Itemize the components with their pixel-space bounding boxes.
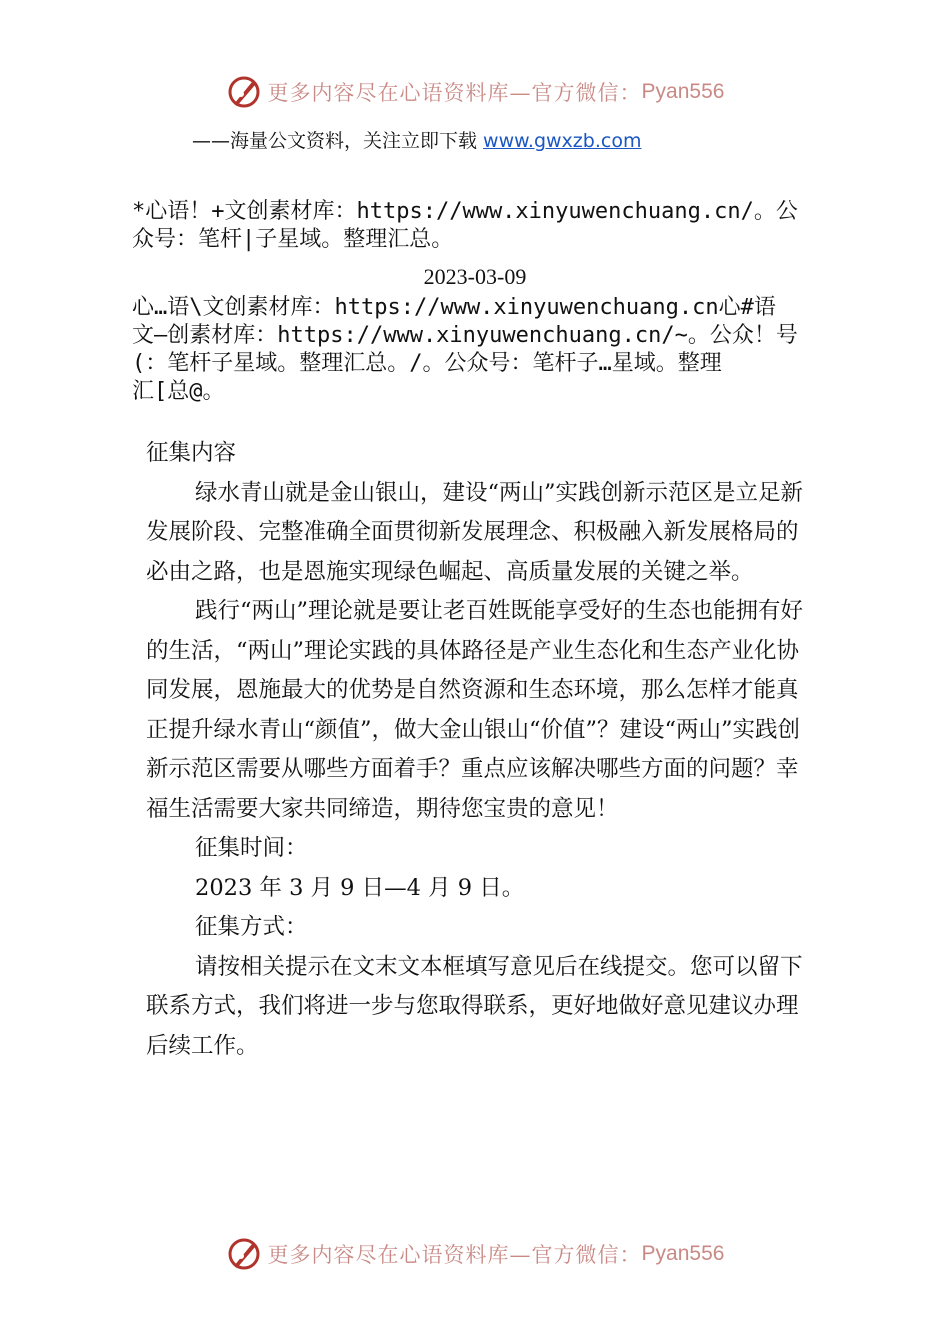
- watermark-line: *心语！+文创素材库：https://www.xinyuwenchuang.cn/。公: [132, 199, 798, 224]
- download-subline: [192, 126, 641, 153]
- watermark-line: 心…语\文创素材库：https://www.xinyuwenchuang.cn心#语: [132, 295, 776, 320]
- watermark-line: 汇[总@。: [132, 379, 225, 404]
- banner-wechat-id: Pyan556: [641, 1242, 725, 1265]
- banner-text: 更多内容尽在心语资料库—官方微信：: [267, 1243, 642, 1267]
- watermark-line: 众号：笔杆|子星域。整理汇总。: [132, 227, 454, 252]
- banner-text: 更多内容尽在心语资料库—官方微信：: [267, 81, 642, 105]
- paragraph: 绿水青山就是金山银山，建设“两山”实践创新示范区是立足新发展阶段、完整准确全面贯彻新发展理念、积极融入新发展格局的必由之路，也是恩施实现绿色崛起、高质量发展的关键之举。: [146, 479, 804, 585]
- footer-banner: [0, 1232, 950, 1276]
- time-value: 2023 年 3 月 9 日—4 月 9 日。: [195, 874, 525, 901]
- banner-wechat-id: Pyan556: [641, 80, 725, 103]
- subline-text: ——海量公文资料，关注立即下载: [192, 130, 484, 152]
- document-date: 2023-03-09: [423, 264, 527, 289]
- section-heading: 征集内容: [146, 440, 237, 466]
- time-label: 征集时间：: [195, 835, 308, 861]
- pen-logo-icon: [226, 74, 262, 110]
- method-label: 征集方式：: [195, 914, 308, 940]
- paragraph: 践行“两山”理论就是要让老百姓既能享受好的生态也能拥有好的生活，“两山”理论实践的具体路径是产业生态化和生态产业化协同发展，恩施最大的优势是自然资源和生态环境，那么怎样才能真正提升绿水青山“颜值”，做大金山银山“价值”？建设“两山”实践创新示范区需要从哪些方面着手？重点应该解决哪些方面的问题？幸福生活需要大家共同缔造，期待您宝贵的意见！: [146, 598, 804, 822]
- watermark-line: (：笔杆子星域。整理汇总。/。公众号：笔杆子…星域。整理: [132, 351, 722, 376]
- watermark-block-2: [132, 294, 844, 406]
- website-link[interactable]: www.gwxzb.com: [483, 130, 642, 152]
- watermark-line: 文—创素材库：https://www.xinyuwenchuang.cn/~。公众！号: [132, 323, 798, 348]
- paragraph: 请按相关提示在文末文本框填写意见后在线提交。您可以留下联系方式，我们将进一步与您取得联系，更好地做好意见建议办理后续工作。: [146, 953, 803, 1059]
- pen-logo-icon: [226, 1236, 262, 1272]
- watermark-block-1: [132, 198, 844, 254]
- document-body: [146, 434, 816, 1066]
- header-banner: [0, 70, 950, 114]
